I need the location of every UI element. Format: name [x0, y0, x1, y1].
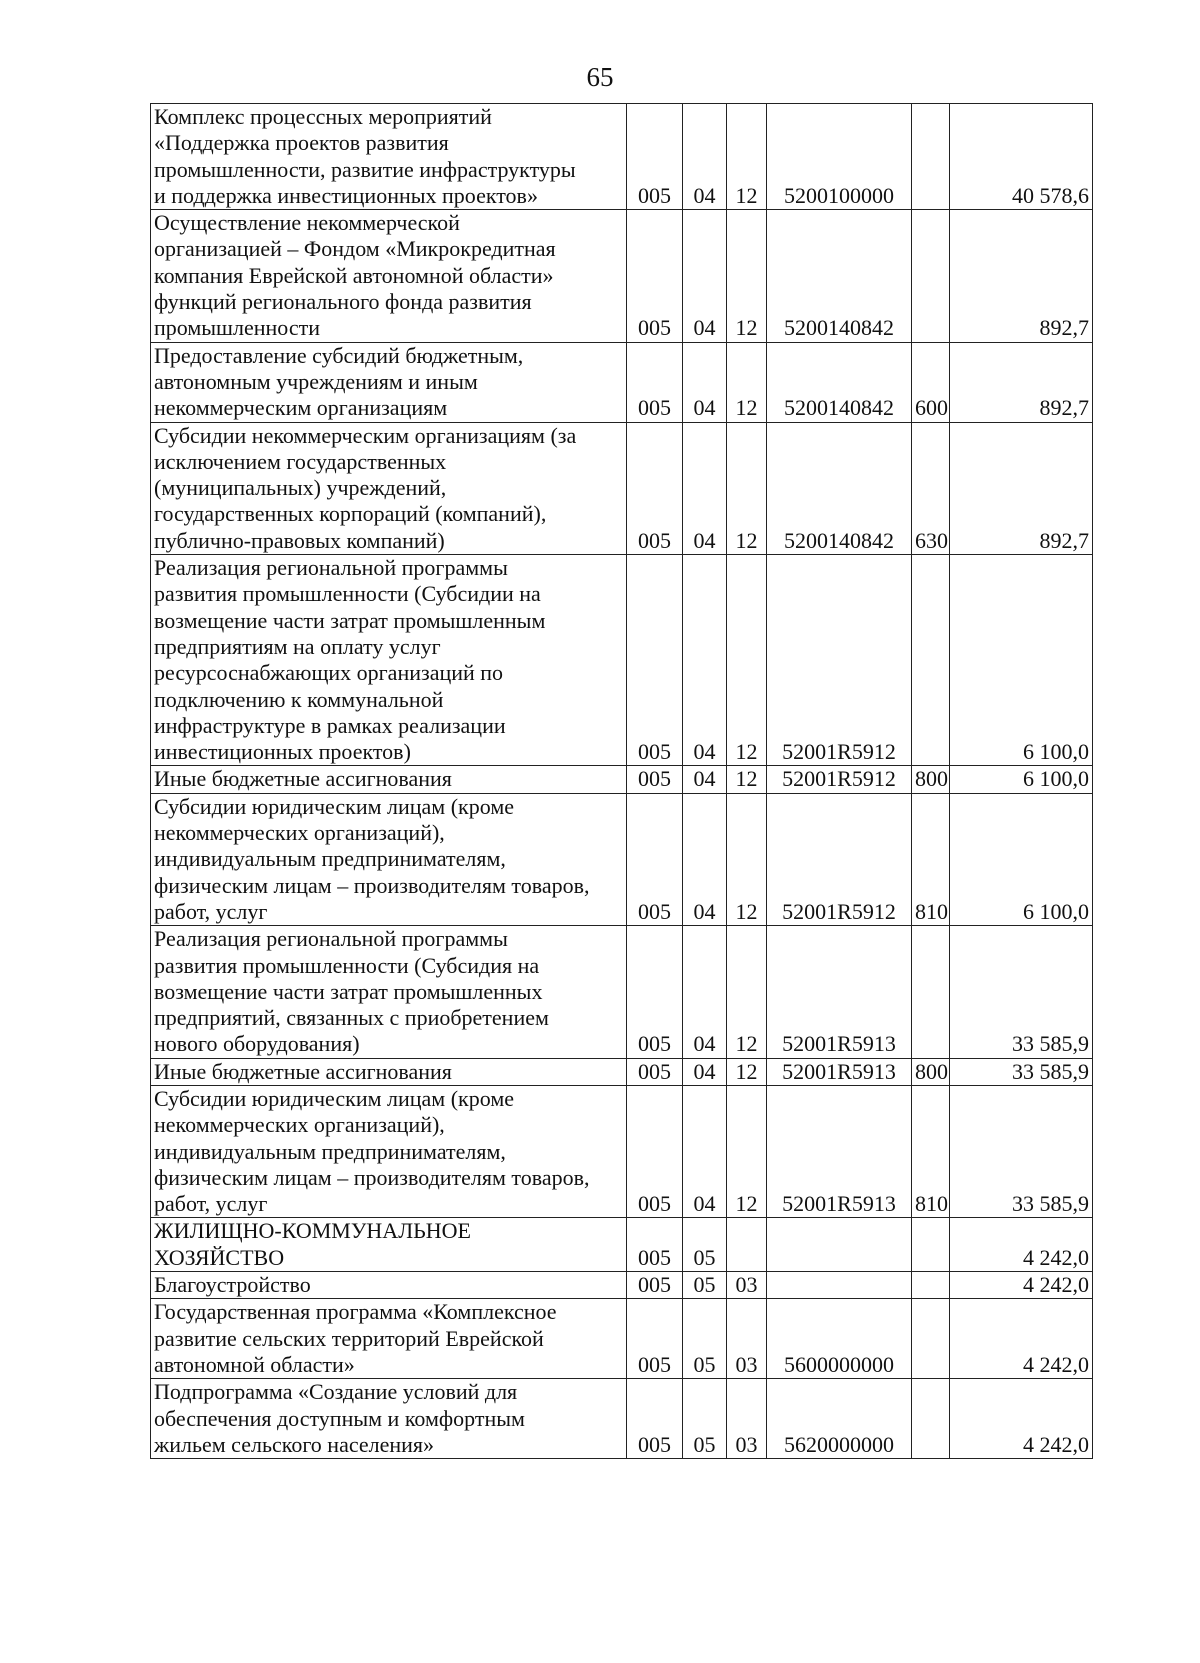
ministry-code-cell: 005 [627, 1299, 683, 1379]
ministry-code-cell: 005 [627, 422, 683, 554]
expense-type-code-cell: 800 [912, 766, 950, 793]
expense-type-code-cell [912, 1299, 950, 1379]
amount-cell: 33 585,9 [950, 1058, 1093, 1085]
table-row [151, 926, 1093, 1058]
target-article-code-cell [767, 1218, 912, 1272]
section-code-cell: 04 [683, 1085, 727, 1217]
item-name-cell: Государственная программа «Комплексное развитие сельских территорий Еврейской автономной области» [151, 1299, 627, 1379]
target-article-code-cell [767, 1272, 912, 1299]
target-article-code-cell: 52001R5913 [767, 926, 912, 1058]
amount-cell: 6 100,0 [950, 555, 1093, 766]
table-row [151, 1085, 1093, 1217]
expense-type-code-cell: 810 [912, 793, 950, 925]
amount-cell: 892,7 [950, 210, 1093, 342]
budget-table [150, 103, 1093, 1459]
subsection-code-cell: 12 [727, 766, 767, 793]
subsection-code-cell: 03 [727, 1272, 767, 1299]
subsection-code-cell: 03 [727, 1299, 767, 1379]
section-code-cell: 04 [683, 342, 727, 422]
subsection-code-cell [727, 1218, 767, 1272]
section-code-cell: 04 [683, 555, 727, 766]
item-name-cell: Подпрограмма «Создание условий для обеспечения доступным и комфортным жильем сельского населения» [151, 1379, 627, 1459]
item-name-cell: Благоустройство [151, 1272, 627, 1299]
ministry-code-cell: 005 [627, 1218, 683, 1272]
target-article-code-cell: 5200140842 [767, 210, 912, 342]
ministry-code-cell: 005 [627, 210, 683, 342]
table-row [151, 104, 1093, 210]
section-code-cell: 05 [683, 1218, 727, 1272]
item-name-cell: Реализация региональной программы развития промышленности (Субсидия на возмещение части затрат промышленных предприятий, связанных с приобретением нового оборудования) [151, 926, 627, 1058]
expense-type-code-cell [912, 555, 950, 766]
section-code-cell: 04 [683, 926, 727, 1058]
table-row [151, 766, 1093, 793]
item-name-cell: Субсидии некоммерческим организациям (за исключением государственных (муниципальных) учреждений, государственных корпораций (компаний), публично-правовых компаний) [151, 422, 627, 554]
subsection-code-cell: 12 [727, 555, 767, 766]
subsection-code-cell: 12 [727, 1058, 767, 1085]
expense-type-code-cell [912, 1272, 950, 1299]
ministry-code-cell: 005 [627, 1272, 683, 1299]
item-name-cell: Иные бюджетные ассигнования [151, 766, 627, 793]
amount-cell: 4 242,0 [950, 1379, 1093, 1459]
item-name-cell: Осуществление некоммерческой организацией – Фондом «Микрокредитная компания Еврейской автономной области» функций регионального фонда развития промышленности [151, 210, 627, 342]
item-name-cell: Субсидии юридическим лицам (кроме некоммерческих организаций), индивидуальным предпринимателям, физическим лицам – производителям товаров, работ, услуг [151, 793, 627, 925]
item-name-cell: ЖИЛИЩНО-КОММУНАЛЬНОЕ ХОЗЯЙСТВО [151, 1218, 627, 1272]
target-article-code-cell: 5200100000 [767, 104, 912, 210]
page-number: 65 [586, 62, 614, 92]
expense-type-code-cell: 630 [912, 422, 950, 554]
table-row [151, 1379, 1093, 1459]
ministry-code-cell: 005 [627, 793, 683, 925]
ministry-code-cell: 005 [627, 342, 683, 422]
section-code-cell: 04 [683, 766, 727, 793]
amount-cell: 33 585,9 [950, 1085, 1093, 1217]
section-code-cell: 04 [683, 210, 727, 342]
expense-type-code-cell: 810 [912, 1085, 950, 1217]
amount-cell: 892,7 [950, 422, 1093, 554]
amount-cell: 892,7 [950, 342, 1093, 422]
expense-type-code-cell: 600 [912, 342, 950, 422]
section-code-cell: 04 [683, 422, 727, 554]
section-code-cell: 04 [683, 793, 727, 925]
subsection-code-cell: 12 [727, 422, 767, 554]
table-row [151, 1299, 1093, 1379]
ministry-code-cell: 005 [627, 555, 683, 766]
item-name-cell: Комплекс процессных мероприятий «Поддержка проектов развития промышленности, развитие инфраструктуры и поддержка инвестиционных проектов» [151, 104, 627, 210]
subsection-code-cell: 03 [727, 1379, 767, 1459]
section-code-cell: 04 [683, 1058, 727, 1085]
expense-type-code-cell: 800 [912, 1058, 950, 1085]
section-code-cell: 05 [683, 1272, 727, 1299]
table-row [151, 1272, 1093, 1299]
table-row [151, 422, 1093, 554]
expense-type-code-cell [912, 1218, 950, 1272]
budget-table-body [151, 104, 1093, 1459]
item-name-cell: Предоставление субсидий бюджетным, автономным учреждениям и иным некоммерческим организациям [151, 342, 627, 422]
target-article-code-cell: 52001R5912 [767, 555, 912, 766]
table-row [151, 210, 1093, 342]
table-row [151, 555, 1093, 766]
item-name-cell: Иные бюджетные ассигнования [151, 1058, 627, 1085]
expense-type-code-cell [912, 926, 950, 1058]
ministry-code-cell: 005 [627, 766, 683, 793]
amount-cell: 40 578,6 [950, 104, 1093, 210]
expense-type-code-cell [912, 104, 950, 210]
table-row [151, 1058, 1093, 1085]
target-article-code-cell: 5620000000 [767, 1379, 912, 1459]
ministry-code-cell: 005 [627, 1058, 683, 1085]
amount-cell: 33 585,9 [950, 926, 1093, 1058]
ministry-code-cell: 005 [627, 926, 683, 1058]
target-article-code-cell: 5600000000 [767, 1299, 912, 1379]
amount-cell: 4 242,0 [950, 1299, 1093, 1379]
table-row [151, 342, 1093, 422]
subsection-code-cell: 12 [727, 210, 767, 342]
amount-cell: 6 100,0 [950, 793, 1093, 925]
subsection-code-cell: 12 [727, 342, 767, 422]
target-article-code-cell: 52001R5912 [767, 793, 912, 925]
section-code-cell: 05 [683, 1299, 727, 1379]
item-name-cell: Реализация региональной программы развития промышленности (Субсидии на возмещение части затрат промышленным предприятиям на оплату услуг ресурсоснабжающих организаций по подключению к коммунальной инфраструктуре в рамках реализации инвестиционных проектов) [151, 555, 627, 766]
amount-cell: 4 242,0 [950, 1218, 1093, 1272]
expense-type-code-cell [912, 210, 950, 342]
ministry-code-cell: 005 [627, 1379, 683, 1459]
item-name-cell: Субсидии юридическим лицам (кроме некоммерческих организаций), индивидуальным предпринимателям, физическим лицам – производителям товаров, работ, услуг [151, 1085, 627, 1217]
table-row [151, 1218, 1093, 1272]
ministry-code-cell: 005 [627, 1085, 683, 1217]
ministry-code-cell: 005 [627, 104, 683, 210]
subsection-code-cell: 12 [727, 1085, 767, 1217]
section-code-cell: 05 [683, 1379, 727, 1459]
target-article-code-cell: 5200140842 [767, 342, 912, 422]
subsection-code-cell: 12 [727, 793, 767, 925]
target-article-code-cell: 52001R5913 [767, 1085, 912, 1217]
amount-cell: 4 242,0 [950, 1272, 1093, 1299]
target-article-code-cell: 5200140842 [767, 422, 912, 554]
table-row [151, 793, 1093, 925]
expense-type-code-cell [912, 1379, 950, 1459]
section-code-cell: 04 [683, 104, 727, 210]
subsection-code-cell: 12 [727, 926, 767, 1058]
subsection-code-cell: 12 [727, 104, 767, 210]
target-article-code-cell: 52001R5912 [767, 766, 912, 793]
amount-cell: 6 100,0 [950, 766, 1093, 793]
target-article-code-cell: 52001R5913 [767, 1058, 912, 1085]
